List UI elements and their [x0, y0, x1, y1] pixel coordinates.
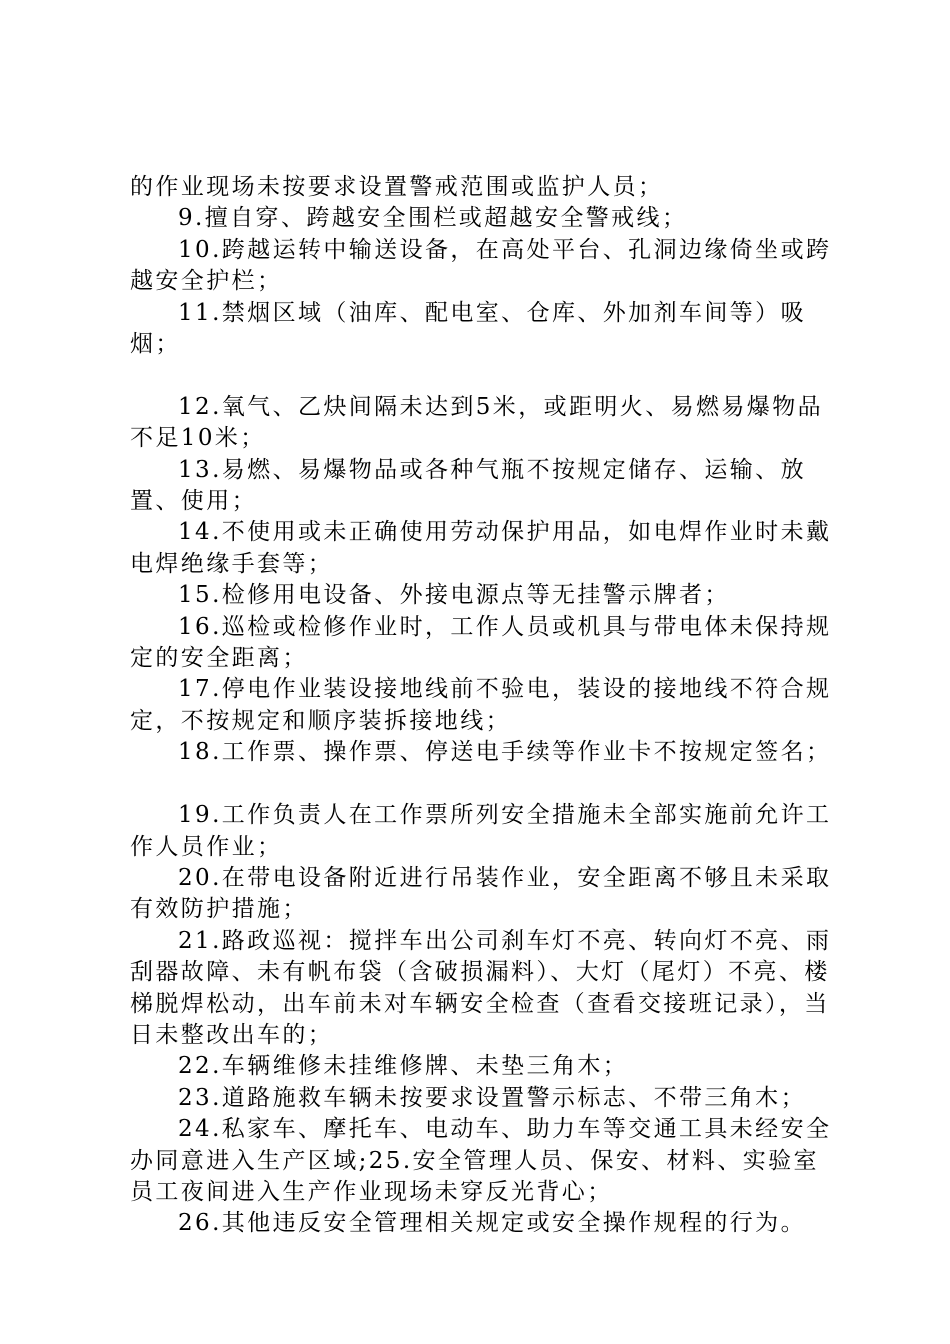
paragraph-2: 10.跨越运转中输送设备，在高处平台、孔洞边缘倚坐或跨越安全护栏；: [130, 236, 832, 295]
document-body: [130, 172, 835, 1240]
paragraph-7: 15.检修用电设备、外接电源点等无挂警示牌者；: [178, 582, 730, 609]
paragraph-6: 14.不使用或未正确使用劳动保护用品，如电焊作业时未戴电焊绝缘手套等；: [130, 519, 832, 577]
paragraph-17: 26.其他违反安全管理相关规定或安全操作规程的行为。: [178, 1210, 806, 1237]
paragraph-14: 22.车辆维修未挂维修牌、未垫三角木；: [178, 1053, 629, 1080]
paragraph-1: 9.擅自穿、跨越安全围栏或超越安全警戒线；: [178, 205, 688, 232]
paragraph-13: 21.路政巡视：搅拌车出公司刹车灯不亮、转向灯不亮、雨刮器故障、未有帆布袋（含破损漏料）、大灯（尾灯）不亮、楼梯脱焊松动，出车前未对车辆安全检查（查看交接班记录），当日未整改出车的；: [130, 927, 832, 1048]
paragraph-4: 12.氧气、乙炔间隔未达到5米，或距明火、易燃易爆物品不足10米；: [130, 393, 824, 452]
paragraph-3: 11.禁烟区域（油库、配电室、仓库、外加剂车间等）吸烟；: [130, 299, 806, 358]
paragraph-16: 24.私家车、摩托车、电动车、助力车等交通工具未经安全办同意进入生产区域;25.安全管理人员、保安、材料、实验室员工夜间进入生产作业现场未穿反光背心；: [130, 1116, 832, 1205]
paragraph-10: 18.工作票、操作票、停送电手续等作业卡不按规定签名；: [178, 739, 832, 766]
paragraph-8: 16.巡检或检修作业时，工作人员或机具与带电体未保持规定的安全距离；: [130, 613, 832, 672]
paragraph-0: 的作业现场未按要求设置警戒范围或监护人员；: [130, 174, 664, 200]
paragraph-9: 17.停电作业装设接地线前不验电，装设的接地线不符合规定，不按规定和顺序装拆接地线；: [130, 676, 832, 734]
paragraph-12: 20.在带电设备附近进行吊装作业，安全距离不够且未采取有效防护措施；: [130, 864, 832, 923]
paragraph-11: 19.工作负责人在工作票所列安全措施未全部实施前允许工作人员作业；: [130, 802, 832, 860]
paragraph-5: 13.易燃、易爆物品或各种气瓶不按规定储存、运输、放置、使用；: [130, 456, 806, 515]
paragraph-15: 23.道路施救车辆未按要求设置警示标志、不带三角木；: [178, 1084, 806, 1111]
